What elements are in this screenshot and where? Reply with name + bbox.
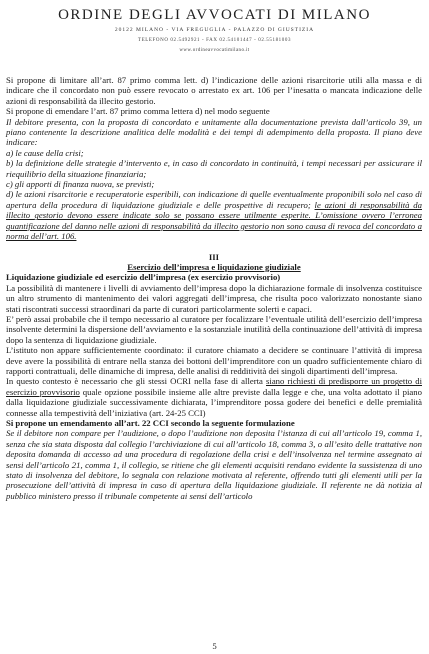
section-heading: Esercizio dell’impresa e liquidazione giudiziale bbox=[127, 261, 301, 272]
document-body bbox=[6, 75, 422, 501]
paragraph-istituto: L’istituto non appare sufficientemente coordinato: il curatore chiamato a decidere se continuare l’attività di impresa deve avere la possibilità di entrare nella stanza dei bottoni dell’imprenditore con un quadro sufficientemente chiaro di rapporti contrattuali, delle dinamiche di impresa, delle analisi di redditività dei singoli dipartimenti dell’impresa. bbox=[6, 345, 422, 376]
letterhead-address: 20122 MILANO - VIA FREGUGLIA - PALAZZO DI GIUSTIZIA bbox=[114, 27, 315, 33]
quote-item-d-text: d) le azioni risarcitorie e recuperatorie esperibili, con indicazione di quelle eventualmente proponibili solo nel caso di apertura della procedura di liquidazione giudiziale e delle prospettive di recupero; bbox=[6, 189, 422, 210]
paragraph-ocri-start: In questo contesto è necessario che gli stessi OCRI nella fase di allerta bbox=[6, 376, 267, 387]
quote-item-b: b) la definizione delle strategie d’intervento e, in caso di concordato in continuità, i tempi necessari per assicurare il riequilibrio della situazione finanziaria; bbox=[6, 158, 422, 179]
paragraph-limit-proposal: Si propone di limitare all’art. 87 primo comma lett. d) l’indicazione delle azioni risarcitorie utili alla massa e di indicare che il concordato non può essere revocato o arrestato ex art. 106 per l’inesatta o mancata indicazione delle azioni di responsabilità da illecito gestorio. bbox=[6, 75, 422, 106]
spacer bbox=[6, 242, 422, 252]
letterhead bbox=[0, 6, 429, 54]
quote-item-d-underlined: le azioni di responsabilità da illecito gestorio devono essere indicate solo se possano essere utilmente esperite. L’omissione ovvero l’erronea quantificazione del danno nelle azioni di responsabilità da illecito gestorio non sono causa di revoca del concordato a norma dell’art. 106. bbox=[6, 199, 422, 242]
section-numeral: III bbox=[208, 251, 220, 262]
paragraph-ocri bbox=[6, 376, 422, 418]
letterhead-contacts: TELEFONO 02.5492921 - FAX 02.54101447 - 02.55181003 bbox=[137, 38, 292, 43]
section-subheading: Liquidazione giudiziale ed esercizio dell’impresa (ex esercizio provvisorio) bbox=[6, 272, 281, 283]
paragraph-amend-proposal: Si propone di emendare l’art. 87 primo comma lettera d) nel modo seguente bbox=[6, 106, 270, 117]
quote-item-c: c) gli apporti di finanza nuova, se previsti; bbox=[6, 179, 155, 190]
page-number: 5 bbox=[212, 641, 217, 651]
quote-item-d bbox=[6, 189, 422, 241]
quote-item-a: a) le cause della crisi; bbox=[6, 147, 84, 158]
paragraph-ocri-end: quale opzione possibile insieme alle altre previste dalla legge e che, una volta adottato il piano dalla liquidazione giudiziale successivamente dichiarata, l’imprenditore possa godere dei benefici e delle premialità connesse alla tempestività dell’iniziativa (art. 24-25 CCI) bbox=[6, 386, 422, 418]
amendment-quote: Se il debitore non compare per l’audizione, o dopo l’audizione non deposita l’istanza di cui all’articolo 19, comma 1, senza che sia stata disposta dal collegio l’archiviazione di cui all’articolo 18, comma 3, o all’esito delle trattative non deposita domanda di accesso ad una procedura di regolazione della crisi e dell’insolvenza nel termine assegnato ai sensi dell’articolo 21, comma 1, il collegio, se ritiene che gli elementi acquisiti rendano evidente la sussistenza di uno stato di insolvenza del debitore, lo segnala con relazione motivata al referente, offrendo tutti gli elementi utili per la prosecuzione dell’attività di impresa in caso di apertura della liquidazione giudiziale. Il referente ne dà notizia al pubblico ministero presso il tribunale competente ai sensi dell’articolo bbox=[6, 428, 422, 501]
letterhead-website: www.ordineavvocatimilano.it bbox=[179, 48, 250, 53]
amendment-proposal: Si propone un emendamento all’art. 22 CCI secondo la seguente formulazione bbox=[6, 418, 295, 428]
quote-intro: Il debitore presenta, con la proposta di concordato e unitamente alla documentazione prevista dall’articolo 39, un piano contenente la descrizione analitica delle modalità e dei tempi di adempimento della proposta. Il piano deve indicare: bbox=[6, 116, 422, 148]
paragraph-ocri-underlined: siano richiesti di predisporre un progetto di esercizio provvisorio bbox=[6, 376, 422, 397]
paragraph-curatore: E’ però assai probabile che il tempo necessario al curatore per focalizzare l’eventuale utilità dell’esercizio dell’impresa insolvente determini la dispersione dell’avviamento e la sostanziale inutilità della continuazione dell’attività di impresa dopo la sentenza di liquidazione giudiziale. bbox=[6, 313, 422, 345]
letterhead-title: ORDINE DEGLI AVVOCATI DI MILANO bbox=[58, 7, 371, 23]
paragraph-avviamento: La possibilità di mantenere i livelli di avviamento dell’impresa dopo la dichiarazione formale di insolvenza costituisce un altro strumento di mantenimento dei valori aggregati dell’impresa, che risulta poco valorizzato nonostante siano stati riscontrati successi straordinari da parte di curatori particolarmente solerti e capaci. bbox=[6, 282, 422, 314]
